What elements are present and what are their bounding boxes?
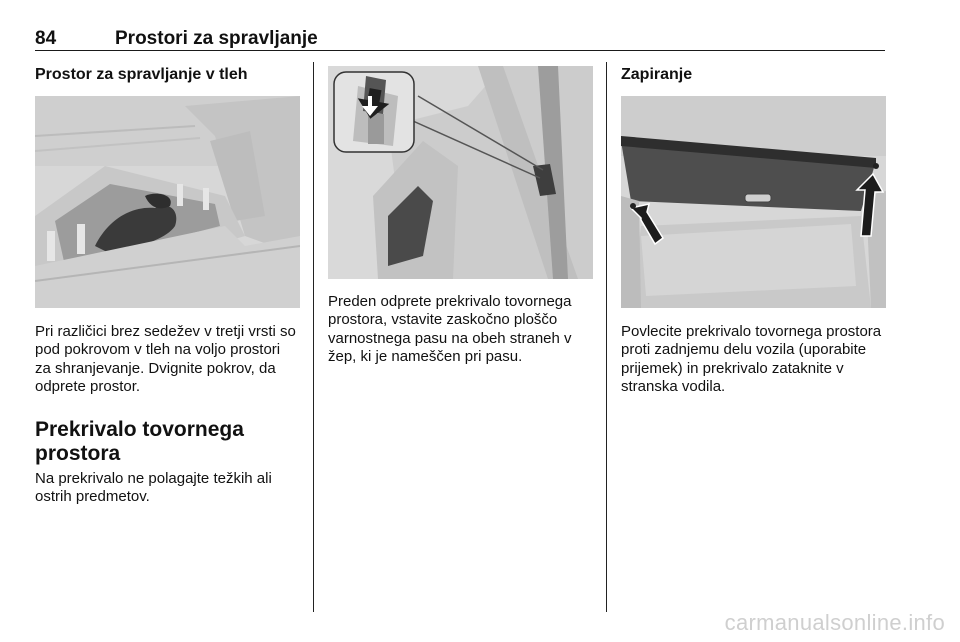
- running-title: Prostori za spravljanje: [115, 28, 318, 49]
- column-3: [621, 62, 886, 396]
- page-number: 84: [35, 28, 57, 49]
- column-1: [35, 62, 300, 507]
- closing-heading: Zapiranje: [621, 66, 693, 83]
- column-2: [328, 62, 593, 366]
- page-header: [35, 26, 885, 51]
- cargo-cover-illustration: [621, 96, 886, 308]
- column-divider-1: [313, 62, 314, 612]
- cargo-cover-heading-line1: Prekrivalo tovornega: [35, 418, 244, 442]
- watermark: carmanualsonline.info: [724, 610, 945, 635]
- floor-storage-paragraph: Pri različici brez sedežev v tretji vrsti so pod pokrovom v tleh na voljo prostori za shranjevanje. Dvignite pokrov, da odprete prostor.: [35, 323, 296, 395]
- closing-paragraph: Povlecite prekrivalo tovornega prostora proti zadnjemu delu vozila (uporabite prijemek) in prekrivalo zataknite v stranska vodila.: [621, 323, 882, 395]
- cargo-cover-paragraph: Na prekrivalo ne polagajte težkih ali ostrih predmetov.: [35, 470, 272, 506]
- floor-storage-heading: Prostor za spravljanje v tleh: [35, 66, 248, 83]
- column-divider-2: [606, 62, 607, 612]
- cargo-cover-heading: [35, 418, 300, 466]
- floor-storage-illustration: [35, 96, 300, 308]
- seat-belt-paragraph: Preden odprete prekrivalo tovornega prostora, vstavite zaskočno ploščo varnostnega pasu na obeh straneh v žep, ki je nameščen pri pasu.: [328, 293, 572, 365]
- seat-belt-illustration: [328, 66, 593, 279]
- cargo-cover-heading-line2: prostora: [35, 442, 121, 466]
